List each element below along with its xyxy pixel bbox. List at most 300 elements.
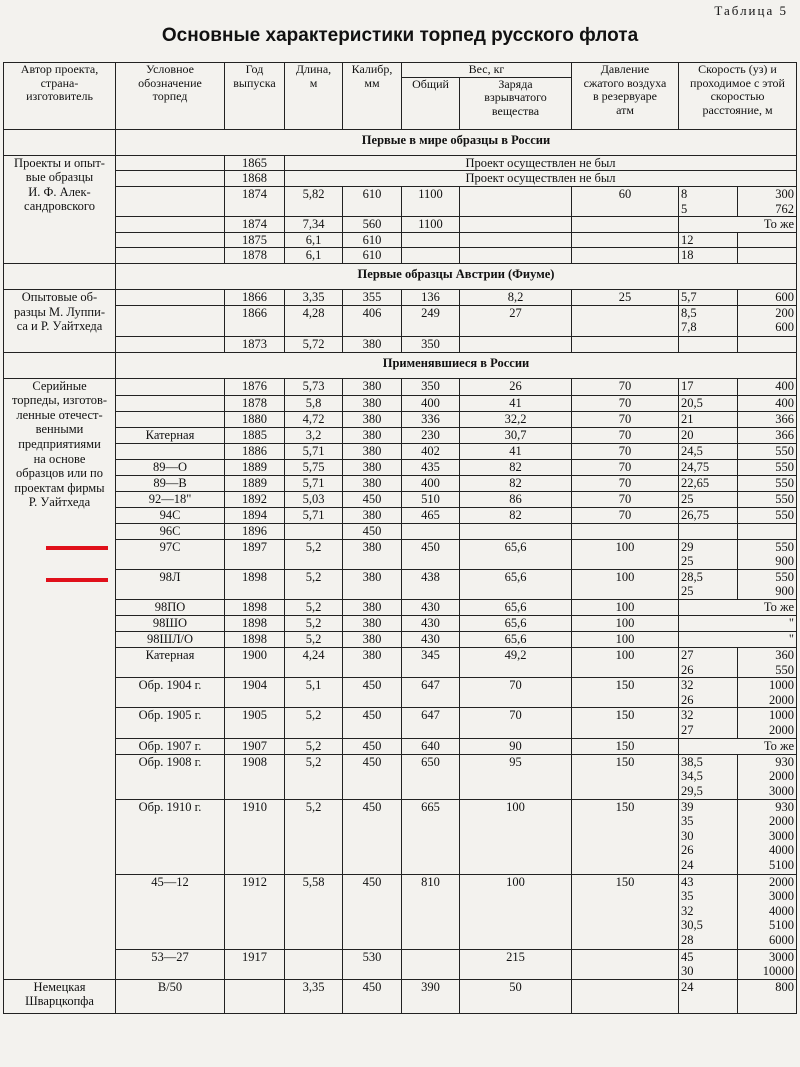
caliber-cell: 380	[343, 569, 402, 599]
year-cell: 1898	[225, 569, 285, 599]
weight-total-cell: 230	[402, 427, 460, 443]
table-row	[4, 378, 797, 395]
header-year: Год выпуска	[225, 63, 285, 130]
designation-cell	[116, 155, 225, 171]
length-cell: 5,71	[285, 475, 343, 491]
caliber-cell: 380	[343, 336, 402, 352]
table-row	[4, 232, 797, 248]
weight-charge-cell: 8,2	[460, 290, 572, 306]
pressure-cell: 70	[572, 507, 679, 523]
speed-cell: 25	[679, 491, 738, 507]
author-cell: Серийные торпеды, изготов- ленные отечест- венными предприятиями на основе образцов или по проектам фирмы Р. Уайтхеда	[4, 378, 116, 979]
caliber-cell: 380	[343, 378, 402, 395]
year-cell: 1878	[225, 395, 285, 411]
designation-cell: 89—О	[116, 459, 225, 475]
pressure-cell: 100	[572, 648, 679, 678]
weight-charge-cell: 70	[460, 708, 572, 738]
speed-cell: 28,5 25	[679, 569, 738, 599]
year-cell	[225, 979, 285, 1013]
year-cell: 1875	[225, 232, 285, 248]
designation-cell	[116, 411, 225, 427]
length-cell: 5,2	[285, 738, 343, 754]
distance-cell: 400	[738, 395, 797, 411]
red-underline-mark	[46, 546, 108, 550]
weight-total-cell: 402	[402, 443, 460, 459]
weight-charge-cell: 82	[460, 459, 572, 475]
length-cell: 6,1	[285, 248, 343, 264]
speed-cell: 32 26	[679, 678, 738, 708]
length-cell: 3,35	[285, 290, 343, 306]
distance-cell	[738, 523, 797, 539]
distance-cell	[738, 232, 797, 248]
header-designation: Условное обозначение торпед	[116, 63, 225, 130]
length-cell: 4,28	[285, 305, 343, 336]
pressure-cell: 70	[572, 443, 679, 459]
length-cell: 6,1	[285, 232, 343, 248]
distance-cell: 600	[738, 290, 797, 306]
speed-cell: 22,65	[679, 475, 738, 491]
table-row	[4, 475, 797, 491]
table-row	[4, 217, 797, 233]
section-spacer	[4, 129, 116, 155]
weight-total-cell: 390	[402, 979, 460, 1013]
caliber-cell: 450	[343, 799, 402, 874]
caliber-cell: 406	[343, 305, 402, 336]
table-row	[4, 427, 797, 443]
caliber-cell: 450	[343, 979, 402, 1013]
pressure-cell	[572, 949, 679, 979]
year-cell: 1865	[225, 155, 285, 171]
table-row	[4, 738, 797, 754]
caliber-cell: 450	[343, 754, 402, 799]
year-cell: 1908	[225, 754, 285, 799]
length-cell: 5,2	[285, 799, 343, 874]
length-cell: 5,8	[285, 395, 343, 411]
designation-cell	[116, 248, 225, 264]
table-row	[4, 600, 797, 616]
weight-charge-cell	[460, 248, 572, 264]
pressure-cell: 100	[572, 600, 679, 616]
distance-cell: 3000 10000	[738, 949, 797, 979]
year-cell: 1874	[225, 187, 285, 217]
designation-cell: Обр. 1905 г.	[116, 708, 225, 738]
speed-cell: 26,75	[679, 507, 738, 523]
caliber-cell: 610	[343, 187, 402, 217]
year-cell: 1874	[225, 217, 285, 233]
designation-cell: 94С	[116, 507, 225, 523]
weight-total-cell: 136	[402, 290, 460, 306]
designation-cell	[116, 290, 225, 306]
speed-same-cell: То же	[679, 738, 797, 754]
weight-charge-cell	[460, 336, 572, 352]
speed-cell: 21	[679, 411, 738, 427]
designation-cell	[116, 187, 225, 217]
pressure-cell: 70	[572, 411, 679, 427]
weight-charge-cell: 65,6	[460, 632, 572, 648]
speed-cell: 8,5 7,8	[679, 305, 738, 336]
length-cell: 5,75	[285, 459, 343, 475]
weight-charge-cell	[460, 523, 572, 539]
weight-total-cell	[402, 949, 460, 979]
year-cell: 1912	[225, 874, 285, 949]
distance-cell: 550 900	[738, 569, 797, 599]
speed-cell: 20	[679, 427, 738, 443]
length-cell: 5,2	[285, 539, 343, 569]
length-cell: 5,58	[285, 874, 343, 949]
caliber-cell: 380	[343, 648, 402, 678]
section-heading: Применявшиеся в России	[116, 352, 797, 378]
year-cell: 1886	[225, 443, 285, 459]
distance-cell: 400	[738, 378, 797, 395]
designation-cell	[116, 305, 225, 336]
table-row	[4, 507, 797, 523]
table-row	[4, 395, 797, 411]
pressure-cell	[572, 305, 679, 336]
distance-cell: 366	[738, 427, 797, 443]
caliber-cell: 380	[343, 507, 402, 523]
designation-cell	[116, 171, 225, 187]
caliber-cell: 380	[343, 459, 402, 475]
speed-same-cell: То же	[679, 600, 797, 616]
author-cell: Проекты и опыт- вые образцы И. Ф. Алек- сандровского	[4, 155, 116, 264]
length-cell: 5,73	[285, 378, 343, 395]
weight-total-cell: 450	[402, 539, 460, 569]
designation-cell: 97С	[116, 539, 225, 569]
year-cell: 1889	[225, 459, 285, 475]
designation-cell: 45—12	[116, 874, 225, 949]
designation-cell: 98ШЛ/О	[116, 632, 225, 648]
year-cell: 1868	[225, 171, 285, 187]
designation-cell: 98Л	[116, 569, 225, 599]
weight-total-cell	[402, 248, 460, 264]
pressure-cell	[572, 523, 679, 539]
distance-cell: 550	[738, 443, 797, 459]
table-row	[4, 632, 797, 648]
length-cell: 5,2	[285, 754, 343, 799]
header-length: Длина, м	[285, 63, 343, 130]
year-cell: 1873	[225, 336, 285, 352]
caliber-cell: 610	[343, 248, 402, 264]
designation-cell	[116, 232, 225, 248]
caliber-cell: 380	[343, 411, 402, 427]
pressure-cell: 150	[572, 738, 679, 754]
pressure-cell: 25	[572, 290, 679, 306]
weight-total-cell: 647	[402, 708, 460, 738]
distance-cell: 360 550	[738, 648, 797, 678]
designation-cell: Обр. 1904 г.	[116, 678, 225, 708]
speed-same-cell: "	[679, 632, 797, 648]
caliber-cell: 450	[343, 874, 402, 949]
pressure-cell	[572, 217, 679, 233]
speed-cell: 24,5	[679, 443, 738, 459]
speed-cell	[679, 523, 738, 539]
pressure-cell: 100	[572, 616, 679, 632]
caliber-cell: 355	[343, 290, 402, 306]
distance-cell	[738, 336, 797, 352]
pressure-cell: 70	[572, 395, 679, 411]
weight-total-cell: 647	[402, 678, 460, 708]
weight-total-cell: 640	[402, 738, 460, 754]
caliber-cell: 450	[343, 678, 402, 708]
table-row	[4, 979, 797, 1013]
speed-cell: 39 35 30 26 24	[679, 799, 738, 874]
distance-cell: 800	[738, 979, 797, 1013]
distance-cell: 550	[738, 459, 797, 475]
weight-charge-cell: 65,6	[460, 569, 572, 599]
caliber-cell: 450	[343, 738, 402, 754]
table-row	[4, 799, 797, 874]
weight-charge-cell: 27	[460, 305, 572, 336]
caliber-cell: 380	[343, 427, 402, 443]
distance-cell: 200 600	[738, 305, 797, 336]
year-cell: 1892	[225, 491, 285, 507]
weight-charge-cell: 82	[460, 475, 572, 491]
distance-cell: 550	[738, 491, 797, 507]
table-row	[4, 155, 797, 171]
weight-charge-cell: 41	[460, 443, 572, 459]
weight-charge-cell: 65,6	[460, 616, 572, 632]
weight-charge-cell: 95	[460, 754, 572, 799]
year-cell: 1894	[225, 507, 285, 523]
table-row	[4, 648, 797, 678]
designation-cell: Катерная	[116, 648, 225, 678]
table-row	[4, 443, 797, 459]
caliber-cell: 560	[343, 217, 402, 233]
distance-cell: 366	[738, 411, 797, 427]
designation-cell: 96С	[116, 523, 225, 539]
author-cell: Опытовые об- разцы М. Луппи- са и Р. Уайтхеда	[4, 290, 116, 353]
caliber-cell: 610	[343, 232, 402, 248]
weight-total-cell	[402, 232, 460, 248]
speed-same-cell: То же	[679, 217, 797, 233]
year-cell: 1907	[225, 738, 285, 754]
weight-total-cell: 665	[402, 799, 460, 874]
weight-charge-cell: 86	[460, 491, 572, 507]
speed-cell: 17	[679, 378, 738, 395]
section-row	[4, 264, 797, 290]
table-row	[4, 754, 797, 799]
designation-cell: 53—27	[116, 949, 225, 979]
page-title: Основные характеристики торпед русского флота	[161, 25, 639, 46]
distance-cell: 930 2000 3000	[738, 754, 797, 799]
table-row	[4, 616, 797, 632]
weight-total-cell: 430	[402, 616, 460, 632]
header-weight-total: Общий	[402, 77, 460, 129]
caliber-cell: 380	[343, 443, 402, 459]
caliber-cell: 380	[343, 475, 402, 491]
pressure-cell: 150	[572, 754, 679, 799]
speed-cell	[679, 336, 738, 352]
designation-cell	[116, 217, 225, 233]
caliber-cell: 380	[343, 539, 402, 569]
section-heading: Первые в мире образцы в России	[116, 129, 797, 155]
author-cell: Немецкая Шварцкопфа	[4, 979, 116, 1013]
pressure-cell: 70	[572, 378, 679, 395]
weight-charge-cell: 100	[460, 874, 572, 949]
weight-total-cell: 430	[402, 600, 460, 616]
caliber-cell: 450	[343, 491, 402, 507]
speed-same-cell: "	[679, 616, 797, 632]
length-cell: 4,24	[285, 648, 343, 678]
distance-cell: 550 900	[738, 539, 797, 569]
header-author: Автор проекта, страна- изготовитель	[4, 63, 116, 130]
speed-cell: 38,5 34,5 29,5	[679, 754, 738, 799]
caliber-cell: 380	[343, 616, 402, 632]
speed-cell: 24,75	[679, 459, 738, 475]
length-cell: 5,03	[285, 491, 343, 507]
speed-cell: 20,5	[679, 395, 738, 411]
length-cell: 5,2	[285, 600, 343, 616]
weight-total-cell: 336	[402, 411, 460, 427]
pressure-cell	[572, 248, 679, 264]
weight-total-cell: 350	[402, 378, 460, 395]
designation-cell: 98ШО	[116, 616, 225, 632]
pressure-cell: 150	[572, 708, 679, 738]
weight-charge-cell: 82	[460, 507, 572, 523]
pressure-cell: 70	[572, 459, 679, 475]
length-cell	[285, 949, 343, 979]
year-cell: 1896	[225, 523, 285, 539]
length-cell: 5,71	[285, 443, 343, 459]
header-weight-charge: Заряда взрывчатого вещества	[460, 77, 572, 129]
weight-total-cell: 510	[402, 491, 460, 507]
year-cell: 1898	[225, 600, 285, 616]
year-cell: 1866	[225, 290, 285, 306]
weight-charge-cell: 49,2	[460, 648, 572, 678]
speed-cell: 43 35 32 30,5 28	[679, 874, 738, 949]
weight-total-cell: 345	[402, 648, 460, 678]
weight-charge-cell: 70	[460, 678, 572, 708]
speed-cell: 12	[679, 232, 738, 248]
table-row	[4, 569, 797, 599]
weight-total-cell: 249	[402, 305, 460, 336]
weight-total-cell: 810	[402, 874, 460, 949]
year-cell: 1900	[225, 648, 285, 678]
speed-cell: 32 27	[679, 708, 738, 738]
section-row	[4, 352, 797, 378]
length-cell: 5,2	[285, 632, 343, 648]
table-row	[4, 411, 797, 427]
note-cell: Проект осуществлен не был	[285, 155, 797, 171]
weight-total-cell: 400	[402, 395, 460, 411]
table-row	[4, 336, 797, 352]
note-cell: Проект осуществлен не был	[285, 171, 797, 187]
table-row	[4, 708, 797, 738]
weight-total-cell: 350	[402, 336, 460, 352]
length-cell: 7,34	[285, 217, 343, 233]
designation-cell: 98ПО	[116, 600, 225, 616]
header-weight: Вес, кг	[402, 63, 572, 78]
caliber-cell: 380	[343, 600, 402, 616]
distance-cell: 550	[738, 475, 797, 491]
table-row	[4, 171, 797, 187]
caliber-cell: 380	[343, 632, 402, 648]
distance-cell: 930 2000 3000 4000 5100	[738, 799, 797, 874]
weight-total-cell	[402, 523, 460, 539]
pressure-cell: 150	[572, 874, 679, 949]
section-heading: Первые образцы Австрии (Фиуме)	[116, 264, 797, 290]
length-cell: 5,72	[285, 336, 343, 352]
designation-cell	[116, 336, 225, 352]
year-cell: 1880	[225, 411, 285, 427]
year-cell: 1897	[225, 539, 285, 569]
year-cell: 1910	[225, 799, 285, 874]
pressure-cell: 100	[572, 569, 679, 599]
pressure-cell: 70	[572, 491, 679, 507]
pressure-cell: 150	[572, 678, 679, 708]
header-pressure: Давление сжатого воздуха в резервуаре атм	[572, 63, 679, 130]
length-cell: 3,35	[285, 979, 343, 1013]
distance-cell	[738, 248, 797, 264]
year-cell: 1878	[225, 248, 285, 264]
weight-total-cell: 1100	[402, 187, 460, 217]
weight-charge-cell	[460, 232, 572, 248]
designation-cell: Обр. 1910 г.	[116, 799, 225, 874]
header-caliber: Калибр, мм	[343, 63, 402, 130]
length-cell: 4,72	[285, 411, 343, 427]
torpedo-table	[3, 62, 797, 1014]
pressure-cell	[572, 336, 679, 352]
distance-cell: 1000 2000	[738, 708, 797, 738]
length-cell: 5,71	[285, 507, 343, 523]
speed-cell: 45 30	[679, 949, 738, 979]
designation-cell: Обр. 1908 г.	[116, 754, 225, 799]
red-underline-mark	[46, 578, 108, 582]
weight-charge-cell: 26	[460, 378, 572, 395]
designation-cell: Обр. 1907 г.	[116, 738, 225, 754]
pressure-cell: 70	[572, 475, 679, 491]
caliber-cell: 450	[343, 523, 402, 539]
pressure-cell	[572, 979, 679, 1013]
weight-charge-cell: 30,7	[460, 427, 572, 443]
length-cell: 5,2	[285, 616, 343, 632]
weight-charge-cell: 215	[460, 949, 572, 979]
length-cell: 5,1	[285, 678, 343, 708]
speed-cell: 8 5	[679, 187, 738, 217]
table-row	[4, 305, 797, 336]
weight-total-cell: 465	[402, 507, 460, 523]
section-spacer	[4, 264, 116, 290]
distance-cell: 300 762	[738, 187, 797, 217]
table-row	[4, 949, 797, 979]
pressure-cell: 60	[572, 187, 679, 217]
weight-charge-cell: 41	[460, 395, 572, 411]
table-number: Таблица 5	[714, 3, 788, 18]
year-cell: 1876	[225, 378, 285, 395]
pressure-cell: 100	[572, 539, 679, 569]
year-cell: 1898	[225, 616, 285, 632]
weight-total-cell: 1100	[402, 217, 460, 233]
weight-charge-cell: 65,6	[460, 600, 572, 616]
weight-total-cell: 650	[402, 754, 460, 799]
length-cell	[285, 523, 343, 539]
weight-total-cell: 430	[402, 632, 460, 648]
caliber-cell: 530	[343, 949, 402, 979]
designation-cell	[116, 378, 225, 395]
distance-cell: 1000 2000	[738, 678, 797, 708]
table-row	[4, 523, 797, 539]
weight-charge-cell	[460, 187, 572, 217]
distance-cell: 2000 3000 4000 5100 6000	[738, 874, 797, 949]
weight-charge-cell	[460, 217, 572, 233]
weight-charge-cell: 50	[460, 979, 572, 1013]
year-cell: 1917	[225, 949, 285, 979]
year-cell: 1889	[225, 475, 285, 491]
pressure-cell: 100	[572, 632, 679, 648]
weight-charge-cell: 65,6	[460, 539, 572, 569]
designation-cell	[116, 443, 225, 459]
weight-charge-cell: 90	[460, 738, 572, 754]
